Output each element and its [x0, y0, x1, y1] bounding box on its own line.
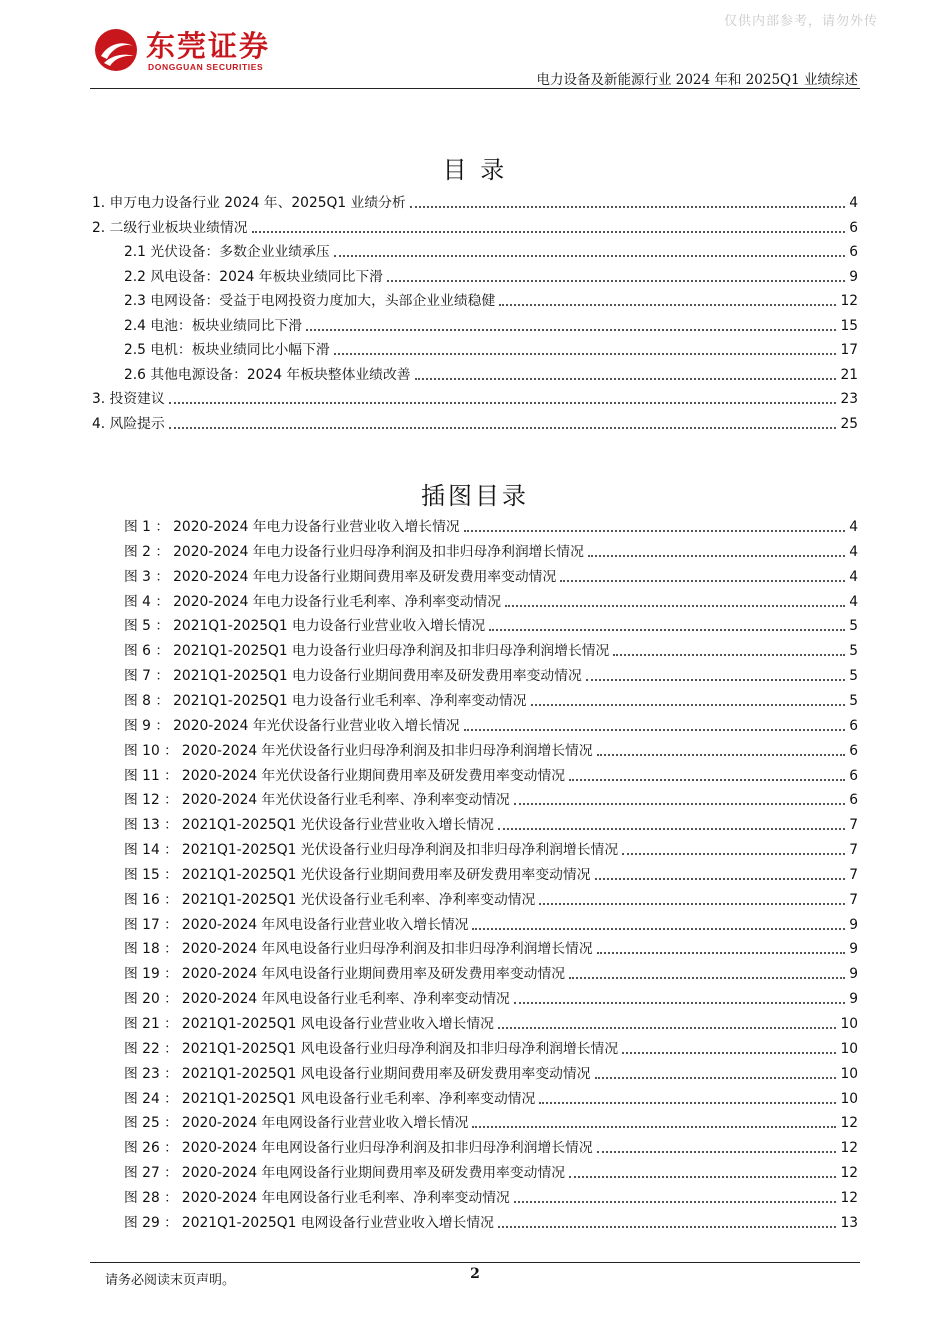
toc-entry-text: 2.4 电池：板块业绩同比下滑 [124, 317, 303, 334]
figure-label: 图 7 ： [124, 668, 170, 685]
figure-entry-page: 10 [840, 1040, 858, 1057]
figure-entry[interactable] [124, 514, 858, 536]
footer-disclaimer: 请务必阅读末页声明。 [105, 1273, 236, 1288]
brand-name-en: DONGGUAN SECURITIES [148, 62, 264, 72]
figure-label: 图 6 ： [124, 643, 170, 660]
toc-entry-text: 4. 风险提示 [92, 415, 165, 432]
dot-leader [539, 903, 845, 905]
report-title: 电力设备及新能源行业 2024 年和 2025Q1 业绩综述 [536, 72, 858, 88]
figure-entry[interactable] [124, 688, 858, 710]
figure-entry[interactable] [124, 713, 858, 735]
figure-entry[interactable] [124, 1011, 858, 1033]
toc-title: 目 录 [442, 156, 508, 184]
figure-entry[interactable] [124, 1036, 858, 1058]
figure-entry[interactable] [124, 1061, 858, 1083]
toc-entry[interactable] [124, 313, 858, 335]
figure-entry-text: 2020-2024 年电力设备行业营业收入增长情况 [173, 519, 460, 535]
company-logo [92, 26, 282, 78]
figure-label: 图 27 ： [124, 1165, 178, 1182]
brand-name-cn: 东莞证券 [146, 29, 271, 63]
figure-entry-text: 2021Q1-2025Q1 光伏设备行业归母净利润及扣非归母净利润增长情况 [181, 842, 619, 859]
figure-entry[interactable] [124, 961, 858, 983]
figure-entry-page: 6 [849, 767, 858, 784]
figure-entry-page: 10 [840, 1090, 858, 1107]
figure-entry-page: 12 [840, 1115, 858, 1132]
toc-entry-text: 2.6 其他电源设备：2024 年板块整体业绩改善 [124, 366, 411, 383]
toc-entry-page: 15 [840, 317, 858, 334]
figure-entry-page: 6 [849, 742, 858, 759]
page-number: 2 [470, 1266, 480, 1282]
dot-leader [498, 1027, 836, 1029]
figures-title: 插图目录 [421, 482, 529, 510]
figure-entry[interactable] [124, 1135, 858, 1157]
dot-leader [505, 605, 845, 607]
dot-leader [514, 803, 845, 805]
figure-entry-page: 12 [840, 1140, 858, 1157]
dot-leader [334, 255, 846, 257]
dot-leader [410, 206, 845, 208]
figure-label: 图 5 ： [124, 618, 170, 635]
figure-label: 图 1 ： [124, 519, 170, 535]
dot-leader [169, 427, 837, 429]
figure-label: 图 9 ： [124, 717, 170, 734]
figure-entry[interactable] [124, 1160, 858, 1182]
figure-entry-text: 2020-2024 年电力设备行业毛利率、净利率变动情况 [173, 593, 502, 610]
dot-leader [514, 1002, 845, 1004]
toc-entry[interactable] [92, 190, 858, 212]
figure-entry-page: 5 [849, 692, 858, 709]
dot-leader [499, 304, 836, 306]
toc-entry-text: 3. 投资建议 [92, 391, 165, 407]
dot-leader [613, 654, 845, 656]
figure-entry[interactable] [124, 912, 858, 934]
toc-entry-page: 12 [840, 293, 858, 309]
figure-entry-text: 2020-2024 年风电设备行业归母净利润及扣非归母净利润增长情况 [181, 941, 593, 958]
toc-entry[interactable] [124, 337, 858, 359]
dot-leader [597, 952, 846, 954]
dot-leader [489, 629, 845, 631]
figure-entry-text: 2021Q1-2025Q1 风电设备行业毛利率、净利率变动情况 [181, 1090, 536, 1107]
figure-entry-text: 2020-2024 年电力设备行业期间费用率及研发费用率变动情况 [173, 568, 557, 585]
figure-entry-text: 2021Q1-2025Q1 电力设备行业毛利率、净利率变动情况 [173, 692, 527, 709]
dot-leader [586, 679, 845, 681]
figure-entry-page: 13 [840, 1214, 858, 1231]
figure-label: 图 24 ： [124, 1090, 178, 1107]
figure-label: 图 19 ： [124, 966, 178, 983]
figure-entry[interactable] [124, 812, 858, 834]
header-rule [90, 88, 860, 89]
toc-entry-page: 25 [840, 415, 858, 432]
figure-entry-page: 6 [849, 792, 858, 809]
toc-entry-text: 1. 申万电力设备行业 2024 年、2025Q1 业绩分析 [92, 195, 406, 211]
figure-entry-text: 2021Q1-2025Q1 电力设备行业归母净利润及扣非归母净利润增长情况 [173, 643, 610, 660]
figure-entry[interactable] [124, 787, 858, 809]
figure-entry-page: 5 [849, 668, 858, 685]
figure-label: 图 18 ： [124, 941, 178, 958]
dot-leader [334, 353, 837, 355]
toc-entry-text: 2. 二级行业板块业绩情况 [92, 219, 248, 236]
figure-entry[interactable] [124, 986, 858, 1008]
figure-entry[interactable] [124, 763, 858, 785]
toc-entry-page: 6 [849, 219, 858, 236]
figure-entry[interactable] [124, 837, 858, 859]
figure-entry[interactable] [124, 1210, 858, 1232]
figure-label: 图 28 ： [124, 1189, 178, 1206]
figure-entry-text: 2020-2024 年光伏设备行业毛利率、净利率变动情况 [181, 792, 510, 809]
figure-entry-text: 2021Q1-2025Q1 电力设备行业期间费用率及研发费用率变动情况 [173, 668, 582, 685]
toc-entry-page: 6 [849, 244, 858, 260]
dot-leader [539, 1102, 836, 1104]
figure-entry-page: 12 [840, 1165, 858, 1182]
dot-leader [597, 1151, 837, 1153]
figure-entry-text: 2020-2024 年光伏设备行业营业收入增长情况 [173, 717, 460, 734]
figure-label: 图 20 ： [124, 991, 178, 1008]
figure-entry-page: 4 [849, 519, 858, 535]
figure-label: 图 2 ： [124, 543, 170, 560]
figure-entry-page: 10 [840, 1016, 858, 1032]
figure-label: 图 3 ： [124, 568, 170, 585]
figure-entry-text: 2020-2024 年风电设备行业营业收入增长情况 [181, 916, 469, 933]
figure-entry-page: 4 [849, 543, 858, 560]
toc-entry-page: 21 [840, 366, 858, 383]
toc-entry[interactable] [124, 239, 858, 261]
toc-entry[interactable] [92, 411, 858, 433]
dot-leader [560, 580, 845, 582]
dot-leader [588, 555, 845, 557]
figure-entry[interactable] [124, 1086, 858, 1108]
figure-entry[interactable] [124, 936, 858, 958]
dot-leader [498, 1226, 836, 1228]
dot-leader [387, 280, 845, 282]
figure-label: 图 13 ： [124, 817, 178, 834]
figure-entry-page: 9 [849, 916, 858, 933]
figure-entry[interactable] [124, 1110, 858, 1132]
figure-entry[interactable] [124, 564, 858, 586]
figure-entry-text: 2021Q1-2025Q1 电力设备行业营业收入增长情况 [173, 618, 486, 635]
figure-entry-page: 7 [849, 842, 858, 859]
figure-label: 图 22 ： [124, 1040, 178, 1057]
figure-entry-text: 2020-2024 年风电设备行业毛利率、净利率变动情况 [181, 991, 510, 1008]
figure-label: 图 8 ： [124, 692, 170, 709]
figure-entry[interactable] [124, 539, 858, 561]
figure-label: 图 25 ： [124, 1115, 178, 1132]
figure-label: 图 29 ： [124, 1214, 178, 1231]
figure-entry-page: 4 [849, 593, 858, 610]
dot-leader [569, 1176, 836, 1178]
figure-entry-text: 2021Q1-2025Q1 光伏设备行业营业收入增长情况 [181, 817, 494, 834]
dot-leader [531, 704, 846, 706]
toc-entry[interactable] [124, 288, 858, 310]
dot-leader [472, 1126, 836, 1128]
figure-entry-text: 2020-2024 年电网设备行业营业收入增长情况 [181, 1115, 469, 1132]
dot-leader [169, 402, 837, 404]
figure-entry[interactable] [124, 887, 858, 909]
figure-entry-page: 4 [849, 568, 858, 585]
figure-entry-page: 10 [840, 1065, 858, 1082]
figure-entry-page: 5 [849, 643, 858, 660]
dot-leader [514, 1201, 837, 1203]
figure-entry-page: 12 [840, 1189, 858, 1206]
figure-label: 图 16 ： [124, 891, 178, 908]
figure-label: 图 4 ： [124, 593, 170, 610]
toc-entry-text: 2.1 光伏设备：多数企业业绩承压 [124, 244, 330, 260]
figure-entry[interactable] [124, 589, 858, 611]
figure-entry-page: 6 [849, 717, 858, 734]
dot-leader [415, 378, 837, 380]
figure-label: 图 15 ： [124, 866, 178, 883]
figure-entry-text: 2020-2024 年电网设备行业毛利率、净利率变动情况 [181, 1189, 510, 1206]
figure-entry[interactable] [124, 862, 858, 884]
figure-entry-text: 2021Q1-2025Q1 电网设备行业营业收入增长情况 [181, 1214, 494, 1231]
dot-leader [252, 231, 846, 233]
figure-entry-text: 2020-2024 年电力设备行业归母净利润及扣非归母净利润增长情况 [173, 543, 584, 560]
toc-entry[interactable] [124, 264, 858, 286]
figure-entry-page: 7 [849, 891, 858, 908]
dot-leader [622, 853, 845, 855]
logo-emblem-icon [92, 26, 140, 74]
dot-leader [472, 928, 845, 930]
figure-label: 图 11 ： [124, 767, 178, 784]
dot-leader [569, 779, 845, 781]
figure-entry-text: 2020-2024 年风电设备行业期间费用率及研发费用率变动情况 [181, 966, 566, 983]
dot-leader [464, 530, 846, 532]
toc-entry-page: 4 [849, 195, 858, 211]
footer-rule [90, 1262, 860, 1263]
figure-label: 图 21 ： [124, 1016, 178, 1032]
figure-entry-text: 2020-2024 年光伏设备行业期间费用率及研发费用率变动情况 [181, 767, 566, 784]
figure-entry-page: 5 [849, 618, 858, 635]
dot-leader [622, 1052, 836, 1054]
figure-label: 图 23 ： [124, 1065, 178, 1082]
figure-entry-text: 2020-2024 年电网设备行业归母净利润及扣非归母净利润增长情况 [181, 1140, 593, 1157]
dot-leader [569, 977, 845, 979]
figure-entry-text: 2020-2024 年电网设备行业期间费用率及研发费用率变动情况 [181, 1165, 566, 1182]
toc-entry[interactable] [92, 215, 858, 237]
figure-entry-page: 9 [849, 941, 858, 958]
figure-label: 图 17 ： [124, 916, 178, 933]
figure-entry-text: 2021Q1-2025Q1 光伏设备行业期间费用率及研发费用率变动情况 [181, 866, 591, 883]
figure-entry-page: 7 [849, 817, 858, 834]
figure-entry-text: 2021Q1-2025Q1 光伏设备行业毛利率、净利率变动情况 [181, 891, 536, 908]
toc-entry-text: 2.2 风电设备：2024 年板块业绩同比下滑 [124, 268, 383, 285]
figure-entry[interactable] [124, 613, 858, 635]
dot-leader [595, 878, 846, 880]
figure-entry[interactable] [124, 663, 858, 685]
dot-leader [498, 828, 845, 830]
figure-entry-text: 2021Q1-2025Q1 风电设备行业归母净利润及扣非归母净利润增长情况 [181, 1040, 619, 1057]
dot-leader [464, 729, 846, 731]
figure-entry-text: 2021Q1-2025Q1 风电设备行业期间费用率及研发费用率变动情况 [181, 1065, 591, 1082]
figure-label: 图 14 ： [124, 842, 178, 859]
figure-entry[interactable] [124, 738, 858, 760]
toc-entry[interactable] [92, 386, 858, 408]
figure-label: 图 12 ： [124, 792, 178, 809]
figure-entry[interactable] [124, 1185, 858, 1207]
figure-entry-page: 9 [849, 991, 858, 1008]
figure-entry-page: 7 [849, 866, 858, 883]
toc-entry-text: 2.5 电机：板块业绩同比小幅下滑 [124, 342, 330, 358]
watermark: 仅供内部参考，请勿外传 [723, 14, 878, 29]
figure-entry-text: 2021Q1-2025Q1 风电设备行业营业收入增长情况 [181, 1016, 494, 1032]
figure-label: 图 10 ： [124, 742, 178, 759]
toc-entry-page: 23 [840, 391, 858, 407]
toc-entry-page: 9 [849, 268, 858, 285]
toc-entry-text: 2.3 电网设备：受益于电网投资力度加大，头部企业业绩稳健 [124, 293, 496, 309]
dot-leader [595, 1077, 837, 1079]
dot-leader [597, 754, 846, 756]
figure-entry-page: 9 [849, 966, 858, 983]
figure-entry-text: 2020-2024 年光伏设备行业归母净利润及扣非归母净利润增长情况 [181, 742, 593, 759]
dot-leader [306, 329, 836, 331]
toc-entry-page: 17 [840, 342, 858, 358]
figure-entry[interactable] [124, 638, 858, 660]
toc-entry[interactable] [124, 362, 858, 384]
figure-label: 图 26 ： [124, 1140, 178, 1157]
